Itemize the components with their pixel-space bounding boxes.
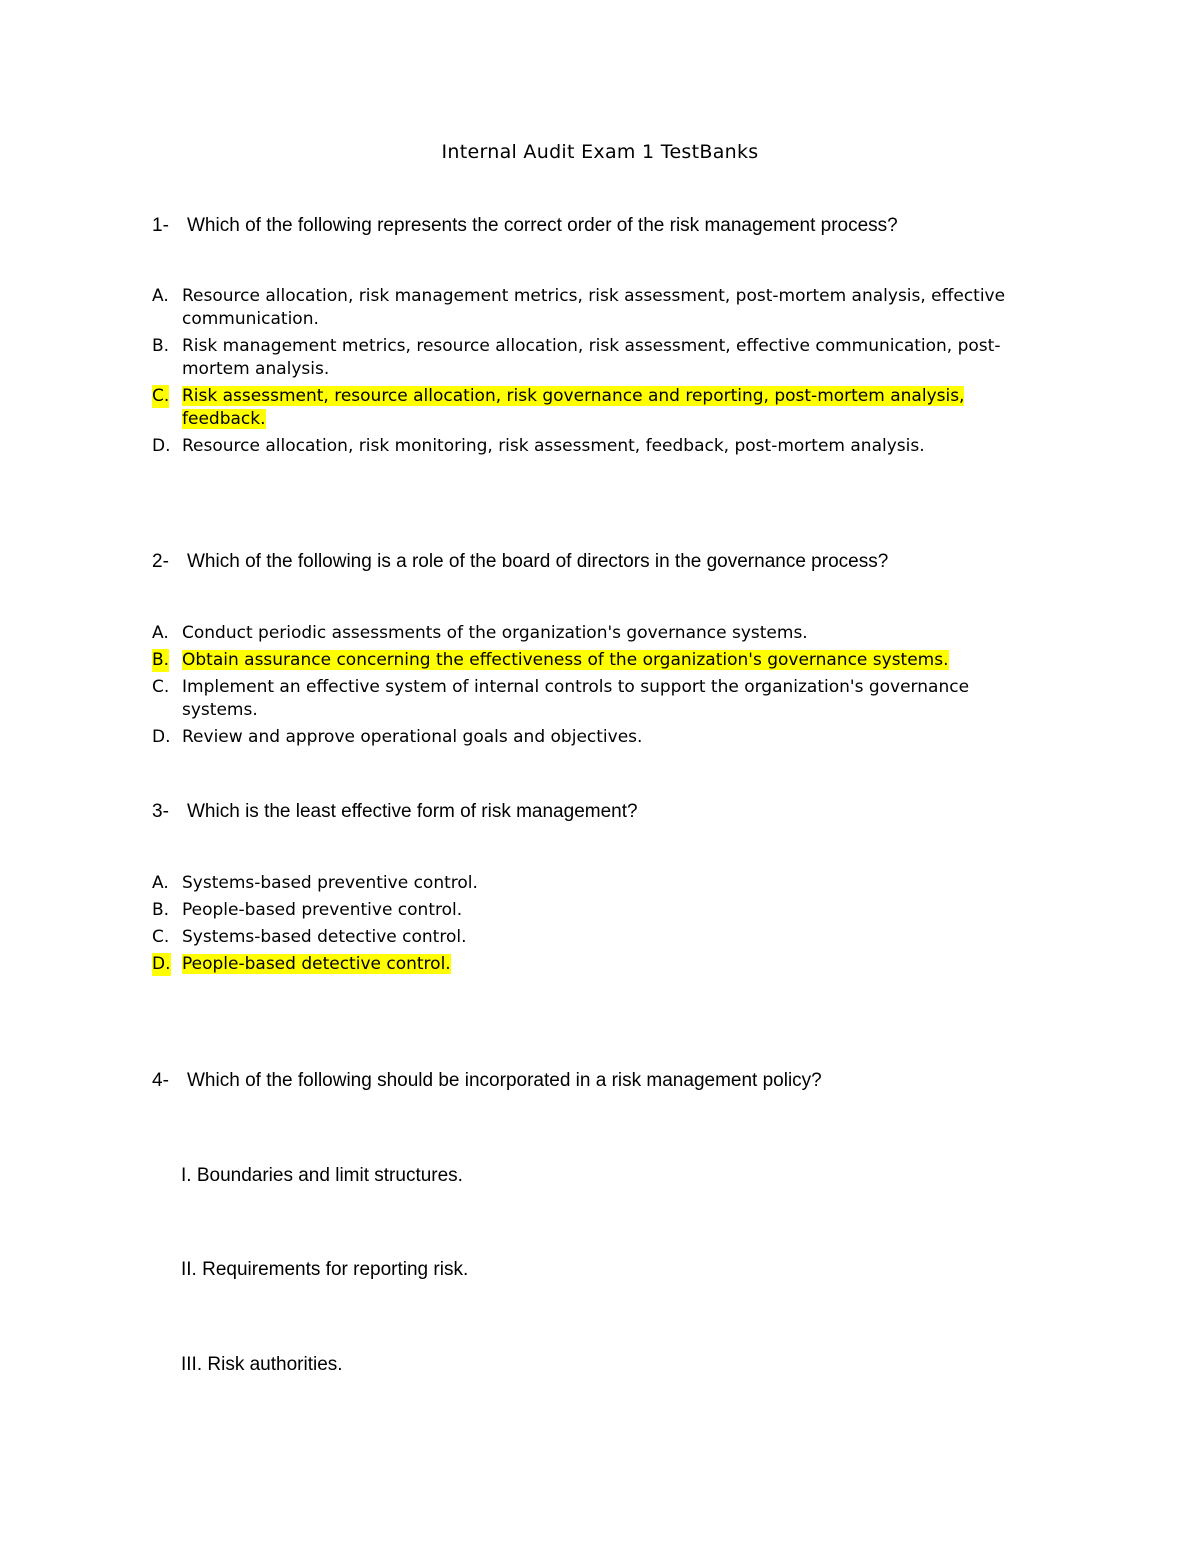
option-b [152, 335, 1062, 381]
question-1-options [152, 285, 1052, 462]
option-a [152, 622, 1062, 645]
option-b [152, 899, 1052, 922]
statement-1: I. Boundaries and limit structures. [181, 1165, 463, 1186]
option-letter: A. [152, 623, 169, 643]
question-text: Which is the least effective form of risk management? [187, 801, 638, 822]
option-a [152, 872, 1052, 895]
question-number: 2- [152, 551, 169, 572]
option-text: Review and approve operational goals and objectives. [182, 727, 643, 747]
question-2 [152, 551, 1052, 573]
option-d [152, 435, 1062, 458]
option-text: Resource allocation, risk monitoring, risk assessment, feedback, post-mortem analysis. [182, 436, 925, 456]
option-text: Resource allocation, risk management metrics, risk assessment, post-mortem analysis, effective communication. [182, 286, 1006, 329]
question-number: 4- [152, 1070, 169, 1091]
option-d [152, 726, 1062, 749]
option-letter: D. [152, 954, 171, 974]
question-text: Which of the following represents the correct order of the risk management process? [187, 215, 898, 236]
option-b-correct [152, 649, 1062, 672]
option-letter: B. [152, 900, 170, 920]
question-2-options [152, 622, 1052, 753]
option-text: Implement an effective system of internal controls to support the organization's governance systems. [182, 677, 970, 720]
option-text: People-based preventive control. [182, 900, 463, 920]
option-a [152, 285, 1062, 331]
option-c [152, 926, 1052, 949]
option-text: Risk management metrics, resource allocation, risk assessment, effective communication, post-mortem analysis. [182, 336, 1001, 379]
question-3 [152, 801, 1052, 823]
question-3-options [152, 872, 1052, 980]
option-c-correct [152, 385, 1032, 431]
option-text: Obtain assurance concerning the effectiveness of the organization's governance systems. [182, 650, 949, 670]
document-title: Internal Audit Exam 1 TestBanks [441, 141, 759, 163]
statement-2: II. Requirements for reporting risk. [181, 1259, 469, 1280]
option-text: Systems-based preventive control. [182, 873, 478, 893]
option-text: Risk assessment, resource allocation, risk governance and reporting, post-mortem analysis, feedback. [182, 386, 965, 429]
question-number: 1- [152, 215, 169, 236]
option-letter: C. [152, 386, 170, 406]
option-text: People-based detective control. [182, 954, 451, 974]
option-c [152, 676, 1042, 722]
option-text: Conduct periodic assessments of the organization's governance systems. [182, 623, 808, 643]
question-number: 3- [152, 801, 169, 822]
option-letter: C. [152, 927, 170, 947]
question-text: Which of the following is a role of the board of directors in the governance process? [187, 551, 889, 572]
option-letter: C. [152, 677, 170, 697]
question-4 [152, 1070, 1052, 1092]
question-1 [152, 215, 1052, 237]
option-letter: B. [152, 336, 170, 356]
question-text: Which of the following should be incorporated in a risk management policy? [187, 1070, 822, 1091]
option-letter: B. [152, 650, 170, 670]
option-letter: D. [152, 727, 171, 747]
option-letter: A. [152, 286, 169, 306]
option-text: Systems-based detective control. [182, 927, 467, 947]
option-d-correct [152, 953, 1052, 976]
option-letter: D. [152, 436, 171, 456]
statement-3: III. Risk authorities. [181, 1354, 343, 1375]
option-letter: A. [152, 873, 169, 893]
